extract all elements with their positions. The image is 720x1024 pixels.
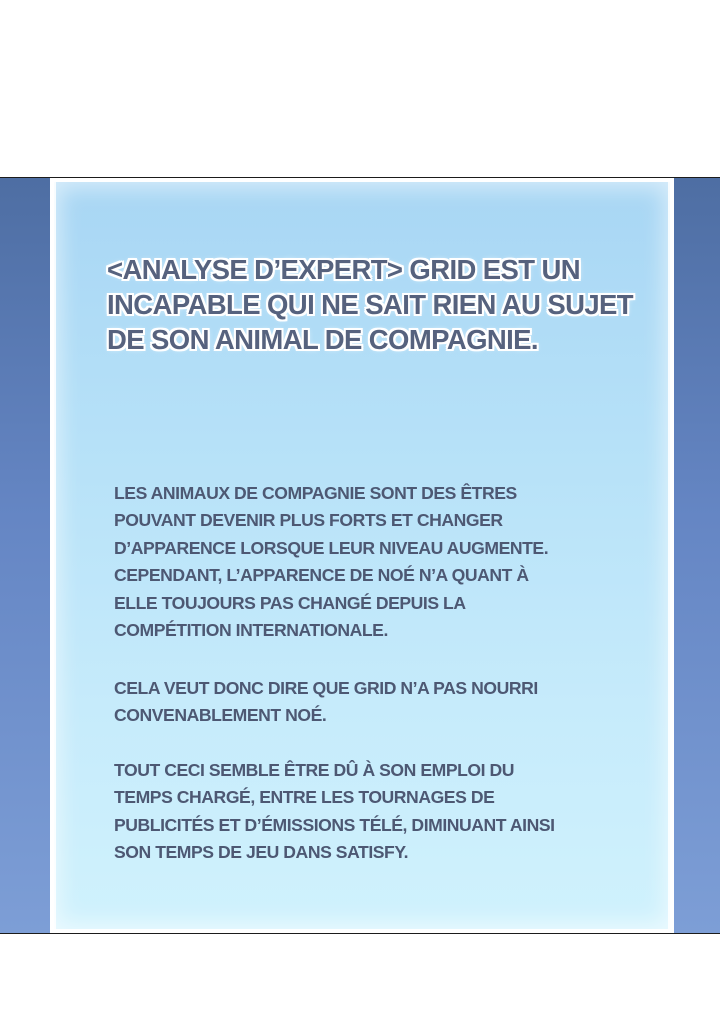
- text-line: CELA VEUT DONC DIRE QUE GRID N’A PAS NOURRI: [114, 678, 538, 698]
- title-line: DE SON ANIMAL DE COMPAGNIE.: [107, 324, 538, 355]
- window-right-highlight: [668, 178, 674, 933]
- text-line: LES ANIMAUX DE COMPAGNIE SONT DES ÊTRES: [114, 483, 517, 503]
- expert-analysis-title: [107, 252, 647, 357]
- paragraph-busy-schedule: [114, 757, 634, 867]
- text-line: PUBLICITÉS ET D’ÉMISSIONS TÉLÉ, DIMINUANT AINSI: [114, 814, 555, 835]
- text-line: COMPÉTITION INTERNATIONALE.: [114, 620, 388, 641]
- right-blue-border: [674, 178, 720, 933]
- text-line: POUVANT DEVENIR PLUS FORTS ET CHANGER: [114, 510, 503, 531]
- left-blue-border: [0, 178, 50, 933]
- title-line: <ANALYSE D’EXPERT> GRID EST UN: [107, 254, 581, 285]
- window-left-highlight: [50, 178, 56, 933]
- text-line: SON TEMPS DE JEU DANS SATISFY.: [114, 842, 409, 863]
- text-line: CONVENABLEMENT NOÉ.: [114, 705, 327, 726]
- text-line: ELLE TOUJOURS PAS CHANGÉ DEPUIS LA: [114, 592, 466, 613]
- paragraph-pets-evolution: [114, 480, 634, 644]
- title-line: INCAPABLE QUI NE SAIT RIEN AU SUJET: [107, 289, 633, 320]
- text-line: CEPENDANT, L’APPARENCE DE NOÉ N’A QUANT À: [114, 565, 529, 586]
- paragraph-not-fed: [114, 675, 634, 730]
- text-line: D’APPARENCE LORSQUE LEUR NIVEAU AUGMENTE.: [114, 537, 549, 558]
- text-line: TEMPS CHARGÉ, ENTRE LES TOURNAGES DE: [114, 787, 495, 808]
- text-line: TOUT CECI SEMBLE ÊTRE DÛ À SON EMPLOI DU: [114, 760, 515, 780]
